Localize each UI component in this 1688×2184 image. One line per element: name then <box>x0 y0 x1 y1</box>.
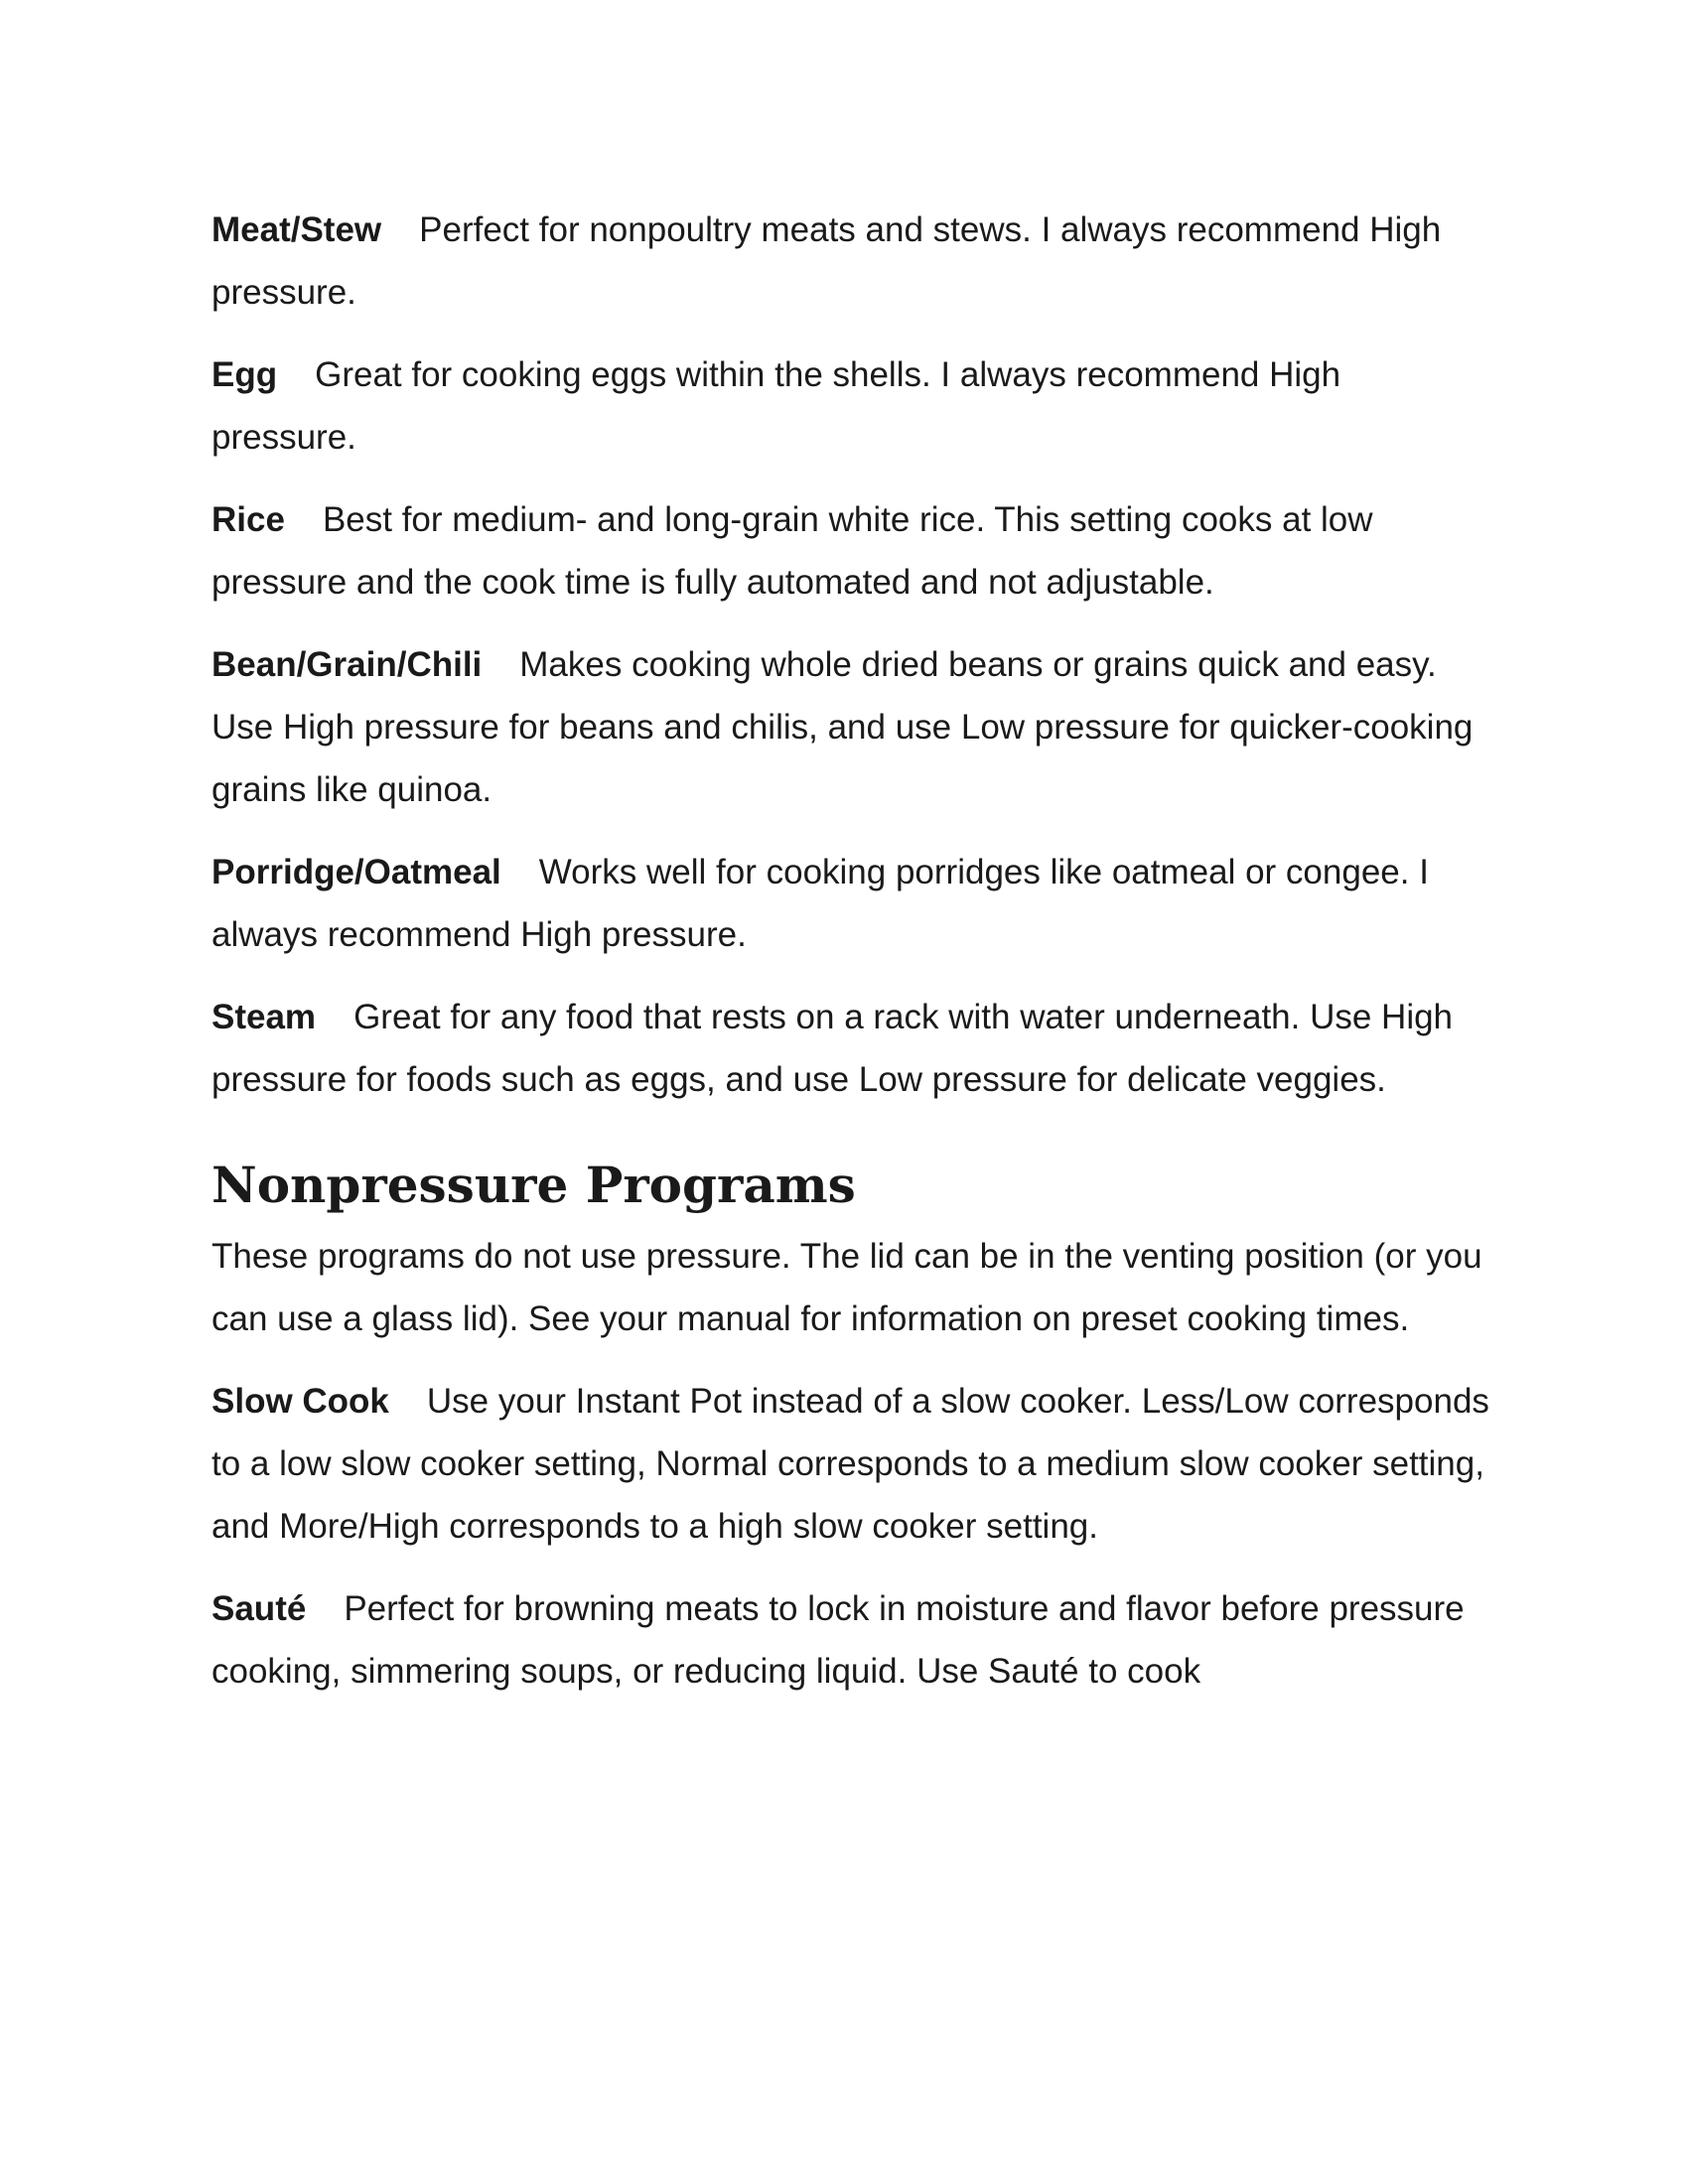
program-entry-bean-grain-chili <box>211 633 1492 821</box>
program-term: Steam <box>211 998 317 1036</box>
program-description: Best for medium- and long-grain white rice. This setting cooks at low pressure and the cook time is fully automated and not adjustable. <box>211 500 1373 602</box>
document-page <box>211 199 1492 1722</box>
program-entry-rice <box>211 488 1492 614</box>
program-entry-saute <box>211 1577 1492 1703</box>
program-description: Makes cooking whole dried beans or grains quick and easy. Use High pressure for beans and chilis, and use Low pressure for quicker-cooking grains like quinoa. <box>211 645 1474 809</box>
program-term: Bean/Grain/Chili <box>211 645 483 684</box>
program-description: Great for cooking eggs within the shells. I always recommend High pressure. <box>211 355 1341 457</box>
program-entry-porridge-oatmeal <box>211 841 1492 966</box>
program-term: Egg <box>211 355 278 394</box>
program-term: Rice <box>211 500 285 539</box>
program-entry-egg <box>211 343 1492 469</box>
program-description: Perfect for nonpoultry meats and stews. I always recommend High pressure. <box>211 210 1442 312</box>
program-term: Sauté <box>211 1589 307 1628</box>
program-term: Slow Cook <box>211 1382 389 1421</box>
program-description: Works well for cooking porridges like oatmeal or congee. I always recommend High pressure. <box>211 853 1429 954</box>
program-term: Meat/Stew <box>211 210 382 249</box>
program-term: Porridge/Oatmeal <box>211 853 501 891</box>
program-description: Use your Instant Pot instead of a slow cooker. Less/Low corresponds to a low slow cooker setting, Normal corresponds to a medium slow cooker setting, and More/High corresponds to a high slow cooker setting. <box>211 1382 1489 1546</box>
section-intro: These programs do not use pressure. The lid can be in the venting position (or you can use a glass lid). See your manual for information on preset cooking times. <box>211 1237 1482 1338</box>
program-entry-meat-stew <box>211 199 1492 324</box>
program-description: Great for any food that rests on a rack with water underneath. Use High pressure for foods such as eggs, and use Low pressure for delicate veggies. <box>211 998 1454 1099</box>
section-heading-nonpressure: Nonpressure Programs <box>211 1156 856 1214</box>
program-entry-steam <box>211 986 1492 1111</box>
program-entry-slow-cook <box>211 1370 1492 1558</box>
program-description: Perfect for browning meats to lock in moisture and flavor before pressure cooking, simmering soups, or reducing liquid. Use Sauté to cook <box>211 1589 1465 1691</box>
